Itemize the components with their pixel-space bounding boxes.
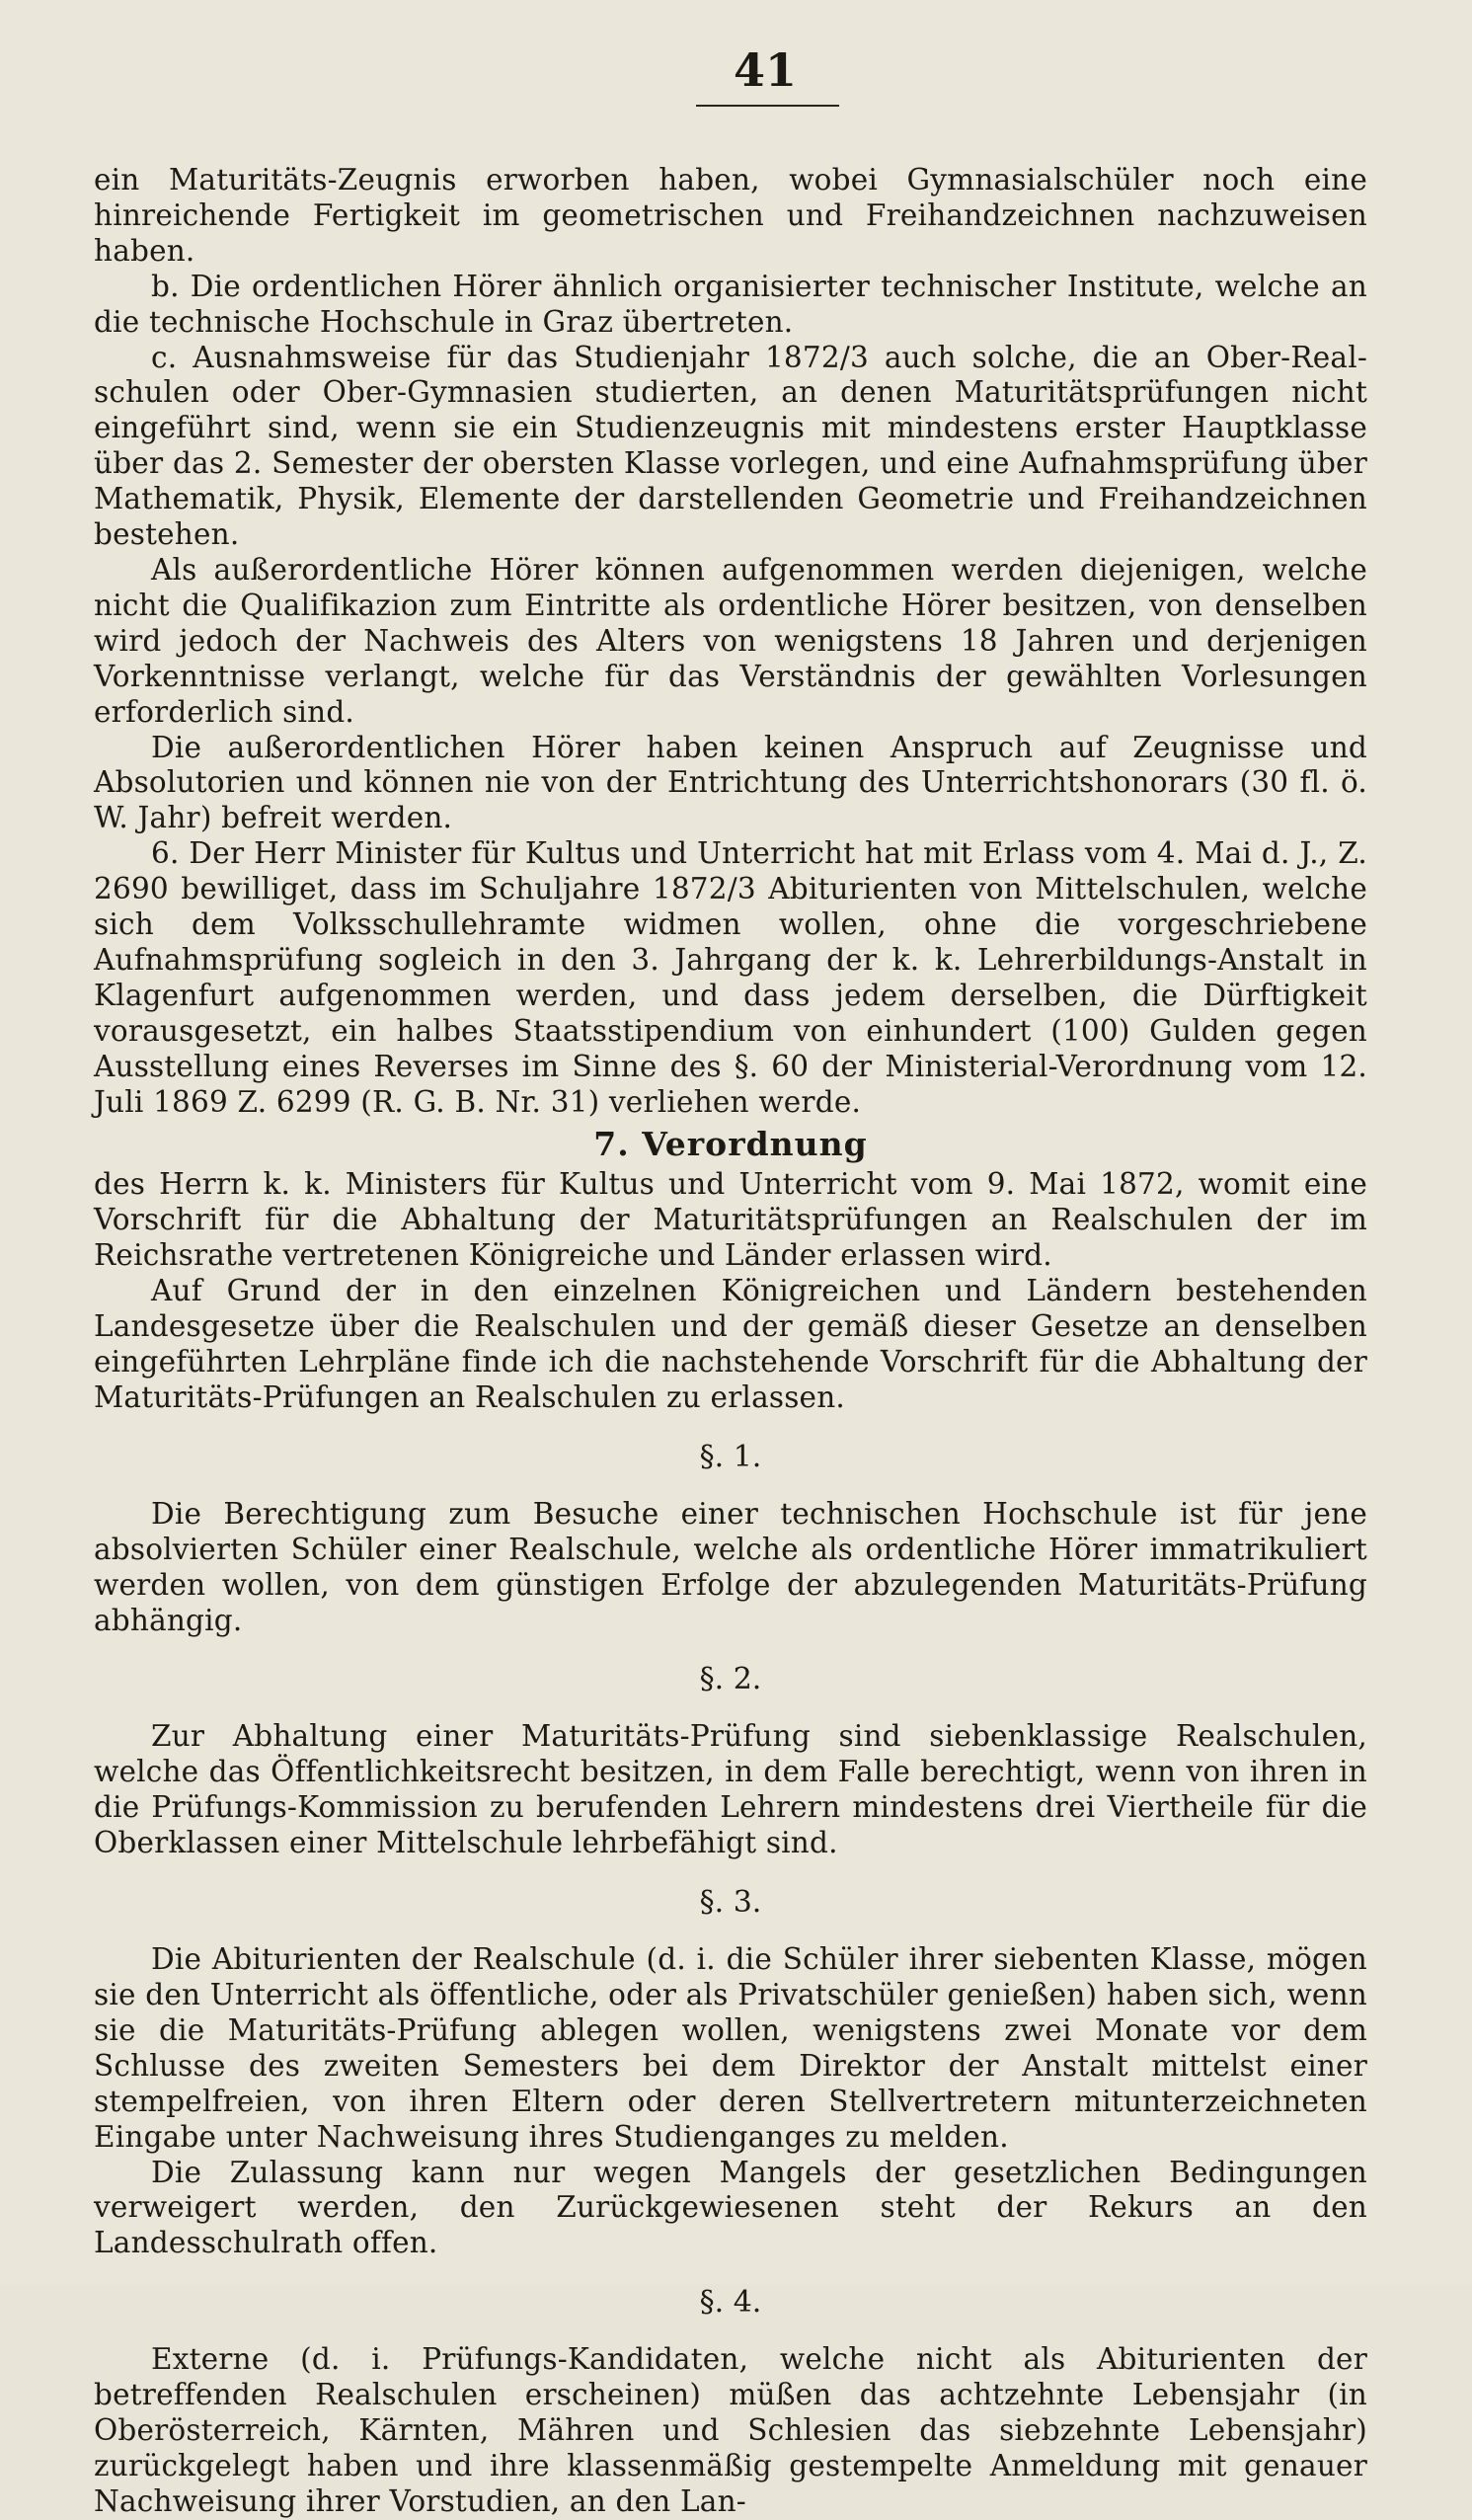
section-mark-4: §. 4. xyxy=(699,2285,762,2321)
section-4-paragraph: Externe (d. i. Prüfungs-Kandidaten, welche nicht als Abiturienten der betreffenden Realschulen erscheinen) müßen das achtzehnte Lebensjahr (in Oberösterreich, Kärnten, Mähren und Schlesien das siebzehnte Lebensjahr) zurückgelegt haben und ihre klassenmäßig gestempelte Anmeldung mit genauer Nachweisung ihrer Vorstudien, an den Lan- xyxy=(94,2342,1367,2518)
page-number: 41 xyxy=(733,43,797,97)
section-mark-3: §. 3. xyxy=(699,1885,762,1921)
paragraph-extraordinary-students: Als außerordentliche Hörer können aufgenommen werden diejenigen, welche nicht die Qualifikazion zum Eintritte als ordentliche Hörer besitzen, von denselben wird jedoch der Nachweis des Alters von wenigstens 18 Jahren und derjenigen Vorkenntnisse verlangt, welche für das Verständnis der gewählten Vorlesungen erforderlich sind. xyxy=(94,552,1367,729)
ordinance-intro: des Herrn k. k. Ministers für Kultus und Unterricht vom 9. Mai 1872, womit eine Vorschrift für die Abhaltung der Maturitätsprüfungen an Realschulen der im Reichsrathe vertretenen Königreiche und Länder erlassen wird. xyxy=(94,1167,1367,1273)
section-2-paragraph: Zur Abhaltung einer Maturitäts-Prüfung sind siebenklassige Realschulen, welche das Öffentlichkeitsrecht besitzen, in dem Falle berechtigt, wenn von ihren in die Prüfungs-Kommission zu berufenden Lehrern mindestens drei Viertheile für die Oberklassen einer Mittelschule lehrbefähigt sind. xyxy=(94,1719,1367,1860)
body-text xyxy=(94,163,1367,2520)
paragraph-extraordinary-rights: Die außerordentlichen Hörer haben keinen Anspruch auf Zeugnisse und Absolutorien und können nie von der Entrichtung des Unterrichtshonorars (30 fl. ö. W. Jahr) befreit werden. xyxy=(94,730,1367,835)
section-mark-1: §. 1. xyxy=(699,1439,762,1474)
header-rule xyxy=(696,105,839,107)
paragraph-item-b: b. Die ordentlichen Hörer ähnlich organisierter technischer Institute, welche an die technische Hochschule in Graz übertreten. xyxy=(94,269,1367,339)
section-3-paragraph-2: Die Zulassung kann nur wegen Mangels der gesetzlichen Bedingungen verweigert werden, den Zurückgewiesenen steht der Rekurs an den Landesschulrath offen. xyxy=(94,2155,1367,2260)
ordinance-heading: 7. Verordnung xyxy=(593,1125,868,1164)
paragraph-continuation: ein Maturitäts-Zeugnis erworben haben, wobei Gymnasialschüler noch eine hinreichende Fertigkeit im geometrischen und Freihandzeichnen nachzuweisen haben. xyxy=(94,163,1367,268)
ordinance-preamble: Auf Grund der in den einzelnen Königreichen und Ländern bestehenden Landesgesetze über die Realschulen und der gemäß dieser Gesetze an denselben eingeführten Lehrpläne finde ich die nachstehende Vorschrift für die Abhaltung der Maturitäts-Prüfungen an Realschulen zu erlassen. xyxy=(94,1274,1367,1414)
section-mark-2: §. 2. xyxy=(699,1662,762,1697)
section-3-paragraph-1: Die Abiturienten der Realschule (d. i. die Schüler ihrer siebenten Klasse, mögen sie den Unterricht als öffentliche, oder als Privatschüler genießen) haben sich, wenn sie die Maturitäts-Prüfung ablegen wollen, wenigstens zwei Monate vor dem Schlusse des zweiten Semesters bei dem Direktor der Anstalt mittelst einer stempelfreien, von ihren Eltern oder deren Stellvertretern mitunterzeichneten Eingabe unter Nachweisung ihres Studienganges zu melden. xyxy=(94,1942,1367,2154)
paragraph-item-c: c. Ausnahmsweise für das Studienjahr 1872/3 auch solche, die an Ober-Real-schulen oder Ober-Gymnasien studierten, an denen Maturitätsprüfungen nicht eingeführt sind, wenn sie ein Studienzeugnis mit mindestens erster Hauptklasse über das 2. Semester der obersten Klasse vorlegen, und eine Aufnahmsprüfung über Mathematik, Physik, Elemente der darstellenden Geometrie und Freihandzeichnen bestehen. xyxy=(94,340,1367,552)
section-1-paragraph: Die Berechtigung zum Besuche einer technischen Hochschule ist für jene absolvierten Schüler einer Realschule, welche als ordentliche Hörer immatrikuliert werden wollen, von dem günstigen Erfolge der abzulegenden Maturitäts-Prüfung abhängig. xyxy=(94,1496,1367,1637)
paragraph-item-6: 6. Der Herr Minister für Kultus und Unterricht hat mit Erlass vom 4. Mai d. J., Z. 2690 bewilliget, dass im Schuljahre 1872/3 Abiturienten von Mittelschulen, welche sich dem Volksschullehramte widmen wollen, ohne die vorgeschriebene Aufnahmsprüfung sogleich in den 3. Jahrgang der k. k. Lehrerbildungs-Anstalt in Klagenfurt aufgenommen werden, und dass jedem derselben, die Dürftigkeit vorausgesetzt, ein halbes Staatsstipendium von einhundert (100) Gulden gegen Ausstellung eines Reverses im Sinne des §. 60 der Ministerial-Verordnung vom 12. Juli 1869 Z. 6299 (R. G. B. Nr. 31) verliehen werde. xyxy=(94,836,1367,1119)
